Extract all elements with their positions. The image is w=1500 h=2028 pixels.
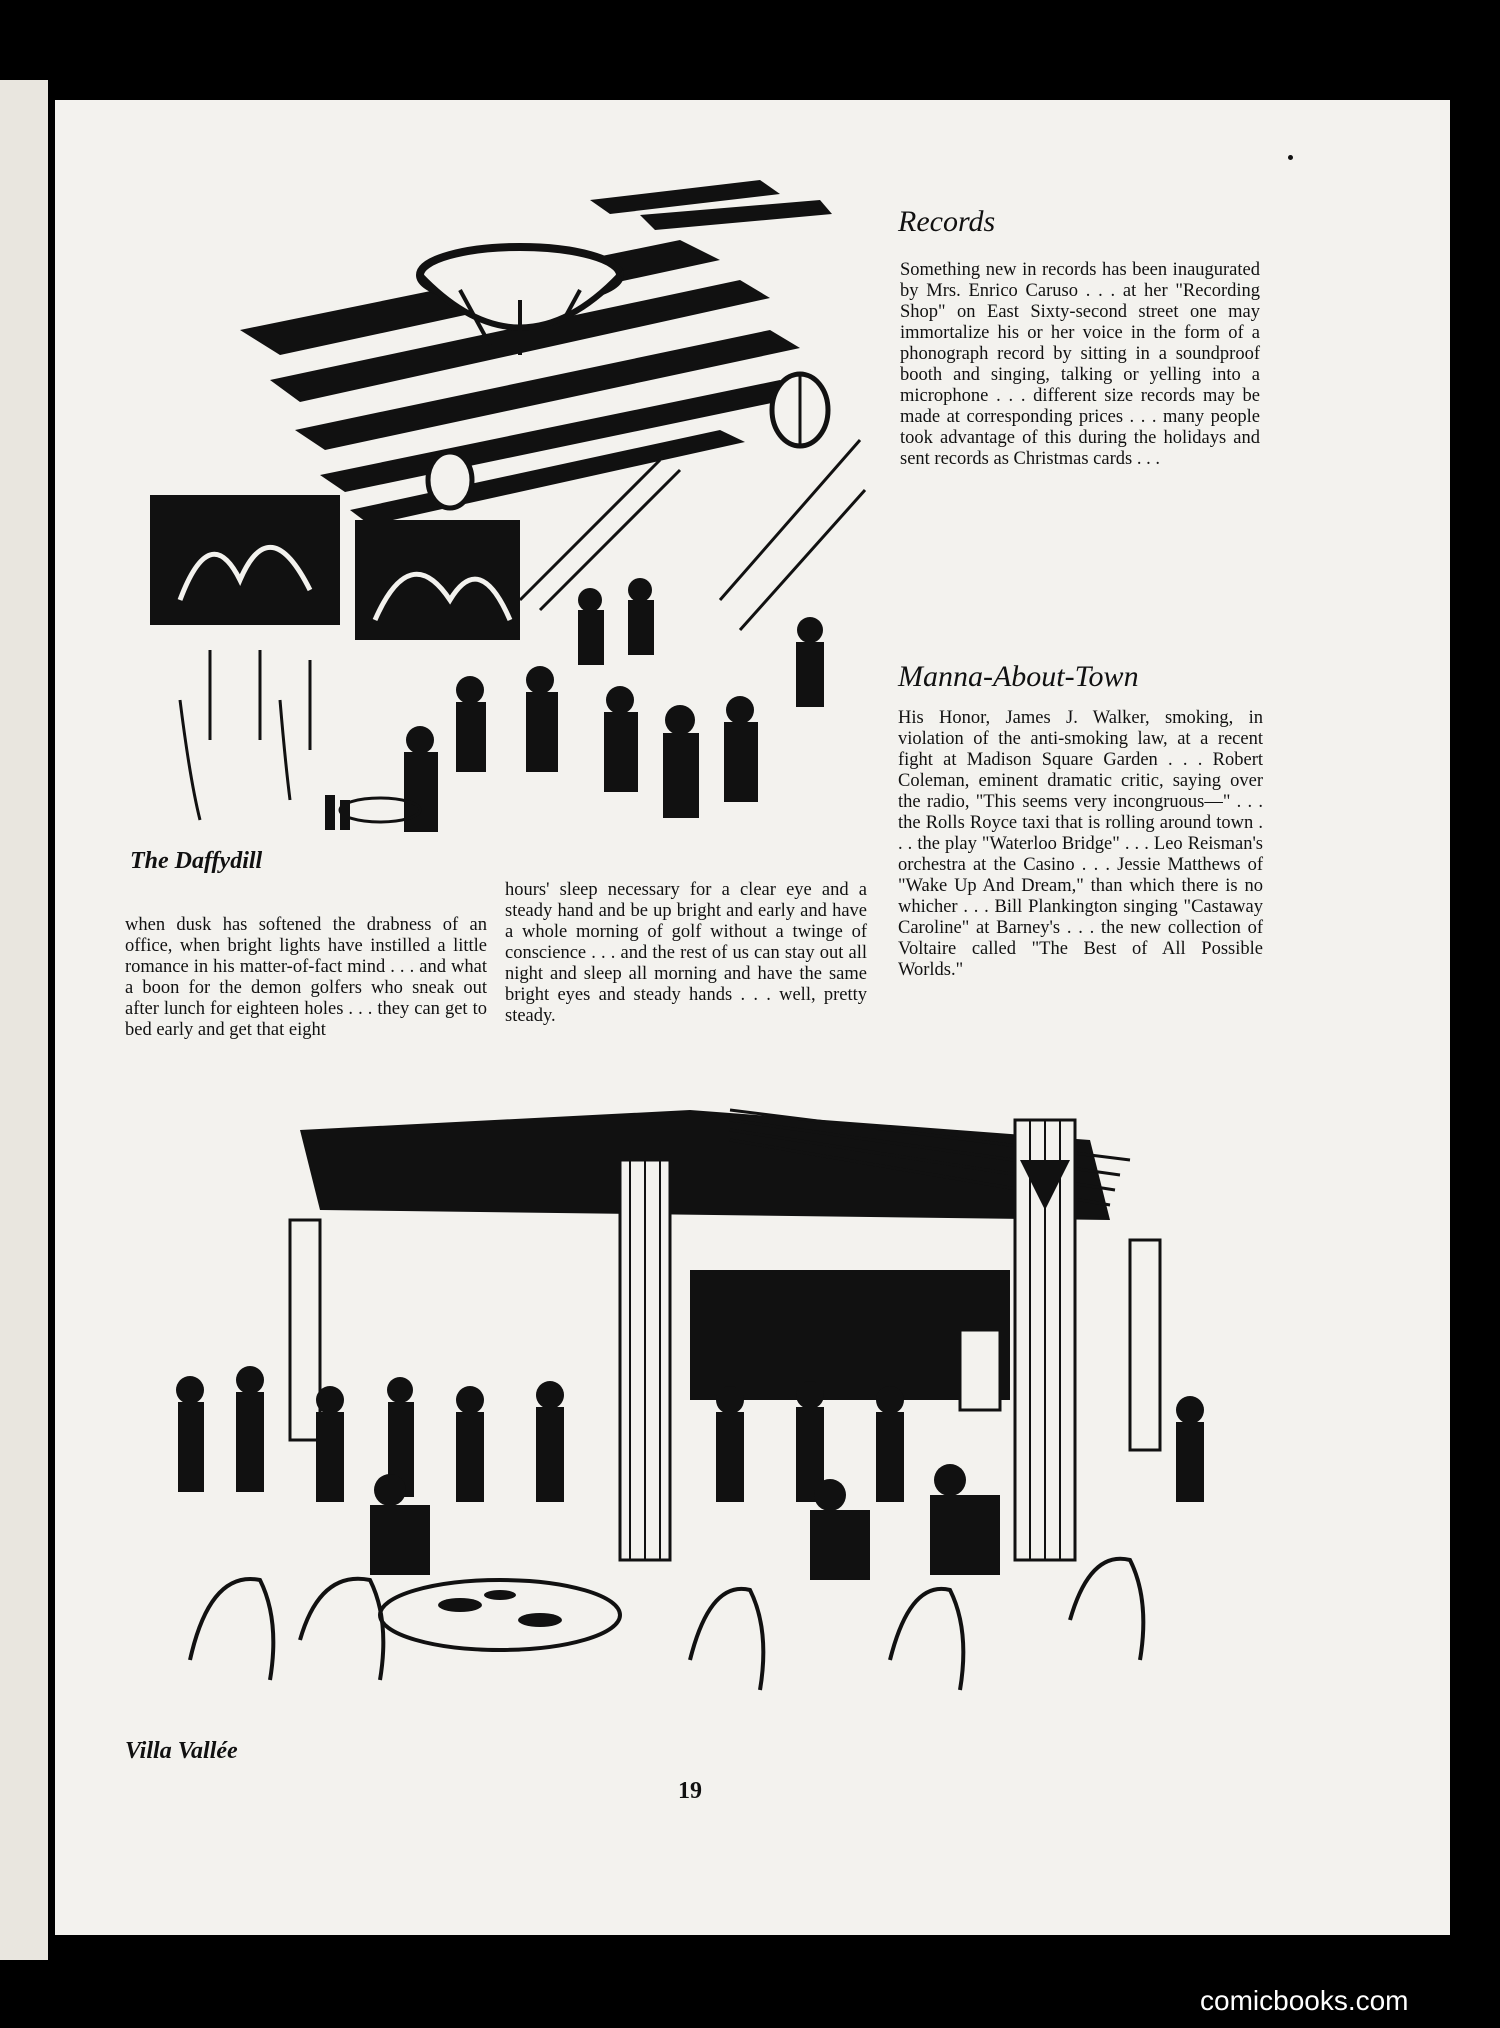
villa-vallee-illustration xyxy=(130,1100,1270,1710)
caption-villa-vallee: Villa Vallée xyxy=(125,1738,238,1764)
records-heading: Records xyxy=(898,205,996,238)
manna-heading: Manna-About-Town xyxy=(898,660,1139,693)
column-middle: hours' sleep necessary for a clear eye and a steady hand and be up bright and early and have a whole morning of golf without a twinge of conscience . . . and the rest of us can stay out all night and sleep all morning and have the same bright eyes and steady hands . . . well, pretty steady. xyxy=(505,880,867,1026)
left-page-edge xyxy=(0,80,48,1960)
column-left: when dusk has softened the drabness of an office, when bright lights have instilled a little romance in his matter-of-fact mind . . . and what a boon for the demon golfers who sneak out after lunch for eighteen holes . . . they can get to bed early and get that eight xyxy=(125,915,487,1040)
ink-speck xyxy=(1288,155,1293,160)
records-body: Something new in records has been inaugurated by Mrs. Enrico Caruso . . . at her "Recording Shop" on East Sixty-second street one may immortalize his or her voice in the form of a phonograph record by sitting in a soundproof booth and singing, talking or yelling into a microphone . . . different size records may be made at corresponding prices . . . many people took advantage of this during the holidays and sent records as Christmas cards . . . xyxy=(900,260,1260,469)
watermark: comicbooks.com xyxy=(1200,1985,1409,2016)
manna-body: His Honor, James J. Walker, smoking, in violation of the anti-smoking law, at a recent fight at Madison Square Garden . . . Robert Coleman, eminent dramatic critic, saying over the radio, "This seems very incongruous—" . . . the Rolls Royce taxi that is rolling around town . . . the play "Waterloo Bridge" . . . Leo Reisman's orchestra at the Casino . . . Jessie Matthews of "Wake Up And Dream," than which there is no whicher . . . Bill Plankington singing "Castaway Caroline" at Barney's . . . the new collection of Voltaire called "The Best of All Possible Worlds." xyxy=(898,708,1263,980)
caption-daffydill: The Daffydill xyxy=(130,848,263,874)
daffydill-illustration xyxy=(120,180,880,870)
page-number: 19 xyxy=(678,1778,702,1804)
